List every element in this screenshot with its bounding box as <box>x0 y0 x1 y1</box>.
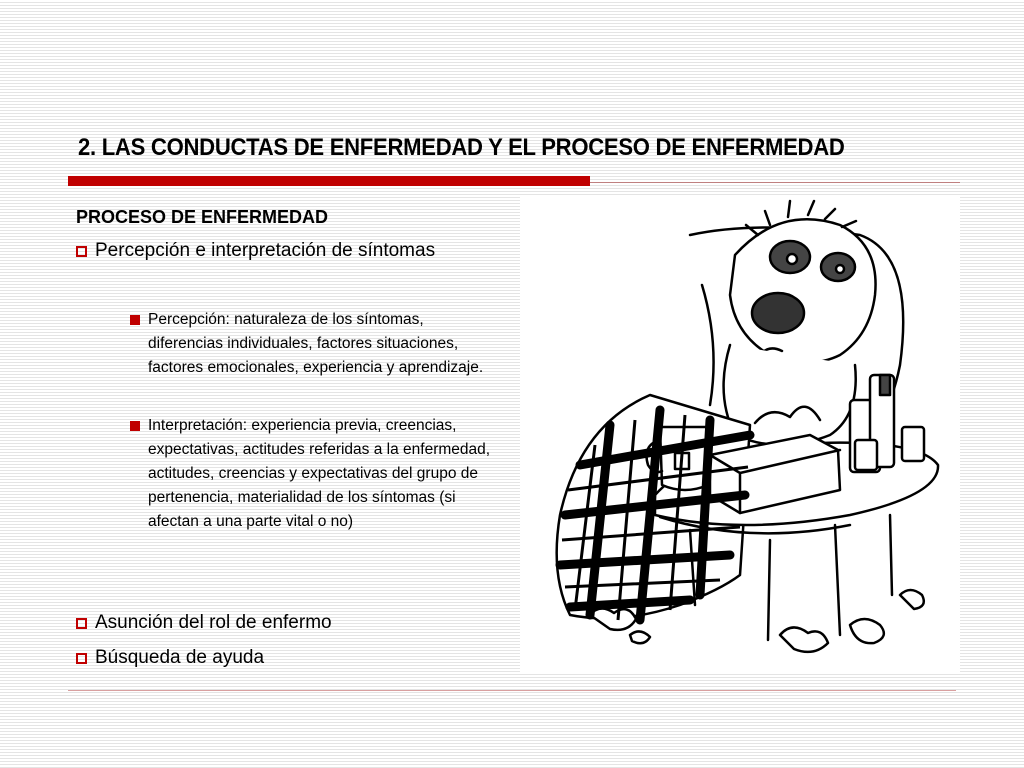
title-underline-accent <box>68 176 590 186</box>
sub-bullet-percepcion <box>130 308 495 380</box>
slide-title: 2. LAS CONDUCTAS DE ENFERMEDAD Y EL PROCESO DE ENFERMEDAD <box>78 134 845 161</box>
bullet-text: Percepción e interpretación de síntomas <box>95 240 436 261</box>
section-heading: PROCESO DE ENFERMEDAD <box>76 207 329 227</box>
filled-square-icon <box>130 421 140 431</box>
bullet-asuncion-rol <box>76 612 332 634</box>
bullet-percepcion-interpretacion <box>76 240 435 262</box>
hollow-square-icon <box>76 653 87 664</box>
title-underline-thin <box>590 182 960 183</box>
filled-square-icon <box>130 315 140 325</box>
bullet-busqueda-ayuda <box>76 647 264 669</box>
sick-person-drawing <box>520 195 960 673</box>
sub-bullet-text: Percepción: naturaleza de los síntomas, diferencias individuales, factores situaciones, factores emocionales, experiencia y aprendizaje. <box>148 311 484 376</box>
sick-person-illustration <box>520 195 960 673</box>
bottom-rule <box>68 690 956 691</box>
sub-bullet-text: Interpretación: experiencia previa, creencias, expectativas, actitudes referidas a la enfermedad, actitudes, creencias y expectativas del grupo de pertenencia, materialidad de los síntomas (si afectan a una parte vital o no) <box>148 417 491 530</box>
bullet-text: Búsqueda de ayuda <box>95 647 265 668</box>
hollow-square-icon <box>76 618 87 629</box>
bullet-text: Asunción del rol de enfermo <box>95 612 332 633</box>
sub-bullet-interpretacion <box>130 414 495 534</box>
hollow-square-icon <box>76 246 87 257</box>
